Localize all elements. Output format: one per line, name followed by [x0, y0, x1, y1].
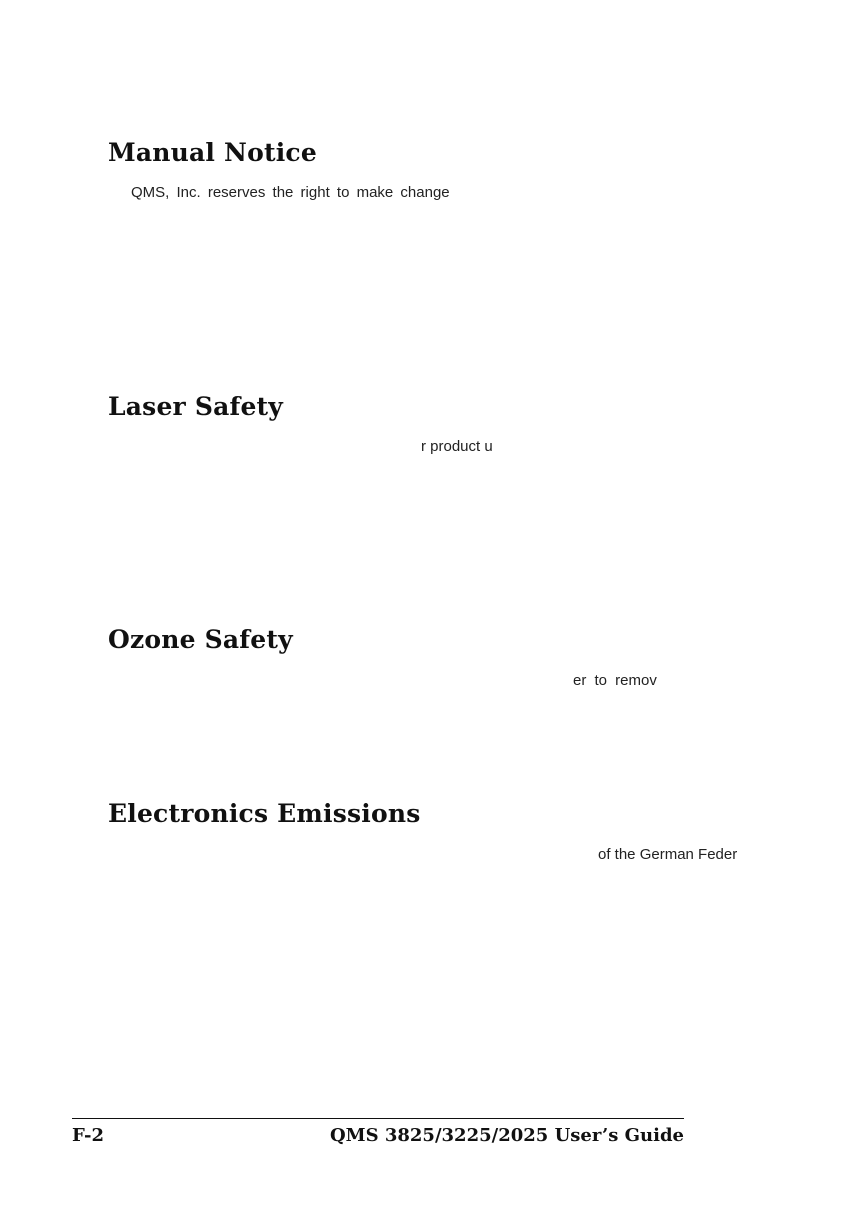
section-heading-ozone-safety: Ozone Safety — [108, 625, 293, 654]
section-heading-electronics-emissions: Electronics Emissions — [108, 799, 421, 828]
section-text-ozone-safety: er to remov — [573, 672, 657, 689]
footer-document-title: QMS 3825/3225/2025 User’s Guide — [329, 1125, 684, 1146]
section-text-manual-notice: QMS, Inc. reserves the right to make change — [131, 184, 450, 201]
section-text-electronics-emissions: of the German Feder — [598, 846, 738, 863]
footer-divider — [72, 1118, 684, 1119]
section-heading-manual-notice: Manual Notice — [108, 138, 317, 167]
footer-page-number: F-2 — [72, 1125, 104, 1146]
section-heading-laser-safety: Laser Safety — [108, 392, 284, 421]
section-text-laser-safety: r product u — [421, 438, 493, 455]
